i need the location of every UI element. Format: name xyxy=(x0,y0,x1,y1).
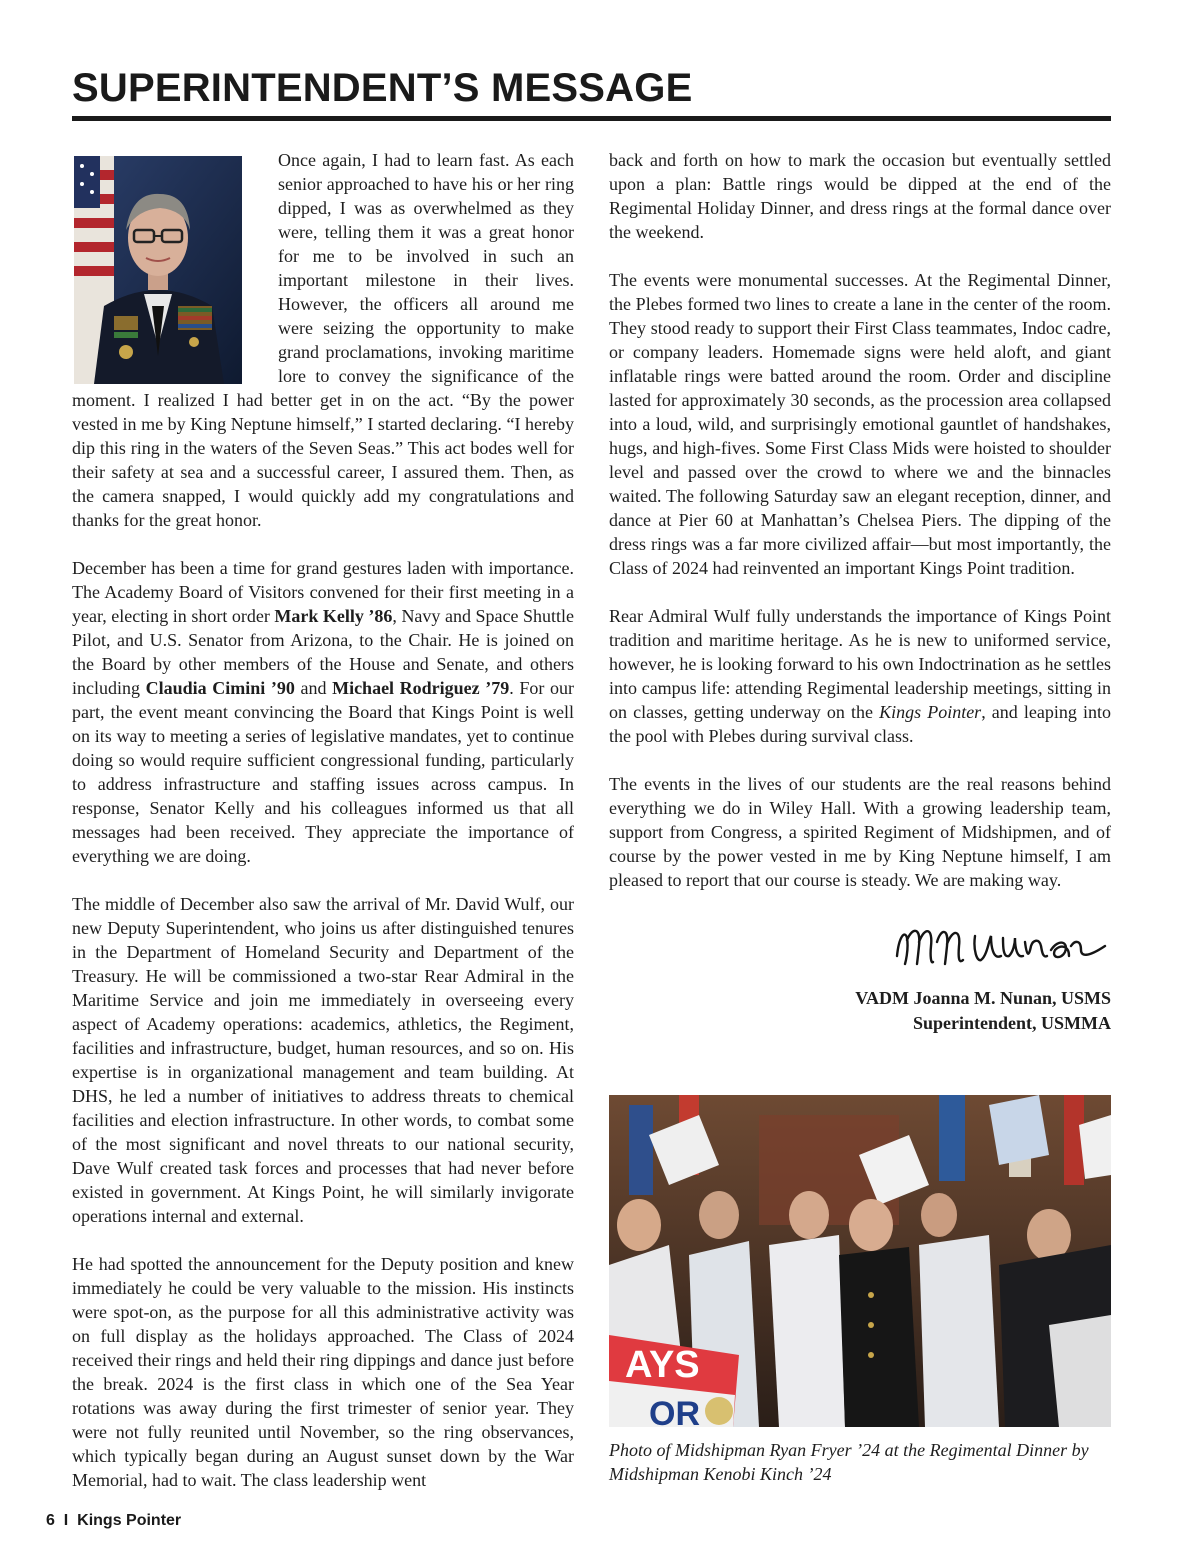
photo-image xyxy=(609,1095,1111,1427)
paragraph-8: The events in the lives of our students are the real reasons behind everything we do in Wiley Hall. With a growing leadership team, support from Congress, a spirited Regiment of Midshipmen, and of course by the power vested in me by King Neptune himself, I am pleased to report that our course is steady. We are making way. xyxy=(609,774,1111,890)
photo-caption: Photo of Midshipman Ryan Fryer ’24 at the Regimental Dinner by Midshipman Kenobi Kinch ’24 xyxy=(609,1440,1089,1484)
paragraph-5: back and forth on how to mark the occasion but eventually settled upon a plan: Battle rings would be dipped at the end of the Regimental Holiday Dinner, and dress rings at the formal dance over the weekend. xyxy=(609,150,1111,242)
paragraph-1: Once again, I had to learn fast. As each senior approached to have his or her ring dipped, I was as overwhelmed as they were, telling them it was a great honor for me to be involved in such an important milestone in their lives. However, the officers all around me were seizing the opportunity to make grand proclamations, invoking maritime lore to convey the significance of the moment. I realized I had better get in on the act. “By the power vested in me by King Neptune himself,” I started declaring. “I hereby dip this ring in the waters of the Seven Seas.” This act bodes well for their safety at sea and a successful career, I assured them. Then, as the camera snapped, I would quickly add my congratulations and thanks for the great honor. xyxy=(72,150,574,530)
signatory-title: Superintendent, USMMA xyxy=(912,1013,1111,1033)
signature-block xyxy=(609,916,1111,1036)
paragraph-6: The events were monumental successes. At the Regimental Dinner, the Plebes formed two lines to create a lane in the center of the room. They stood ready to support their First Class teammates, Indoc cadre, or company leaders. Homemade signs were held aloft, and giant inflatable rings were batted around the room. Order and discipline lasted for approximately 30 seconds, as the procession area collapsed into a loud, wild, and surprisingly emotional gauntlet of handshakes, hugs, and high-fives. Some First Class Mids were hoisted to shoulder level and passed over the crowd to where we and the binnacles waited. The following Saturday saw an elegant reception, dinner, and dance at Pier 60 at Manhattan’s Chelsea Piers. The dipping of the dress rings was a far more civilized affair—but most importantly, the Class of 2024 had reinvented an important Kings Point tradition. xyxy=(609,270,1111,578)
left-column xyxy=(72,148,574,1516)
paragraph-3: The middle of December also saw the arrival of Mr. David Wulf, our new Deputy Superintendent, who joins us after distinguished tenures in the Department of Homeland Security and Department of the Treasury. He will be commissioned a two-star Rear Admiral in the Maritime Service and join me immediately in overseeing every aspect of Academy operations: academics, athletics, the Regiment, facilities and infrastructure, budget, human resources, and so on. His expertise is in organizational management and team building. At DHS, he led a number of initiatives to address threats to chemical facilities and election infrastructure. In other words, to combat some of the most significant and novel threats to our national security, Dave Wulf created task forces and processes that had never before existed in government. At Kings Point, he will similarly invigorate operations internal and external. xyxy=(72,894,574,1226)
right-column xyxy=(609,148,1111,1036)
title-rule xyxy=(72,116,1111,121)
footer-separator: I xyxy=(63,1512,69,1529)
regimental-dinner-photo xyxy=(609,1095,1111,1427)
handwritten-signature xyxy=(891,916,1111,980)
banner-text-bottom: OR xyxy=(649,1395,700,1427)
banner-text-top: AYS xyxy=(625,1344,700,1386)
signature-name-block xyxy=(609,986,1111,1036)
portrait-image xyxy=(74,156,242,384)
page-footer xyxy=(46,1512,181,1530)
page-number: 6 xyxy=(46,1512,55,1529)
paragraph-4: He had spotted the announcement for the Deputy position and knew immediately he could be very valuable to the mission. His instincts were spot-on, as the purpose for all this administrative activity was on full display as the holidays approached. The Class of 2024 received their rings and held their ring dippings and dance just before the break. 2024 is the first class in which one of the Sea Year rotations was away during the first trimester of senior year. They were not fully reunited until November, so the ring observances, which typically began during an August sunset down by the War Memorial, had to wait. The class leadership went xyxy=(72,1254,574,1490)
page-title: SUPERINTENDENT’S MESSAGE xyxy=(72,66,693,110)
superintendent-portrait xyxy=(74,156,242,384)
paragraph-2: December has been a time for grand gestures laden with importance. The Academy Board of Visitors convened for their first meeting in a year, electing in short order Mark Kelly ’86, Navy and Space Shuttle Pilot, and U.S. Senator from Arizona, to the Chair. He is joined on the Board by other members of the House and Senate, and others including Claudia Cimini ’90 and Michael Rodriguez ’79. For our part, the event meant convincing the Board that Kings Point is well on its way to meeting a series of legislative mandates, yet to continue doing so would require sufficient congressional funding, particularly to address infrastructure and staffing issues across campus. In response, Senator Kelly and his colleagues informed us that all messages had been received. They appreciate the importance of everything we are doing. xyxy=(72,558,574,866)
paragraph-7: Rear Admiral Wulf fully understands the importance of Kings Point tradition and maritime heritage. As he is new to uniformed service, however, he is looking forward to his own Indoctrination as he settles into campus life: attending Regimental leadership meetings, sitting in on classes, getting underway on the Kings Pointer, and leaping into the pool with Plebes during survival class. xyxy=(609,606,1111,746)
signatory-name: VADM Joanna M. Nunan, USMS xyxy=(855,988,1111,1008)
publication-name: Kings Pointer xyxy=(77,1512,182,1529)
